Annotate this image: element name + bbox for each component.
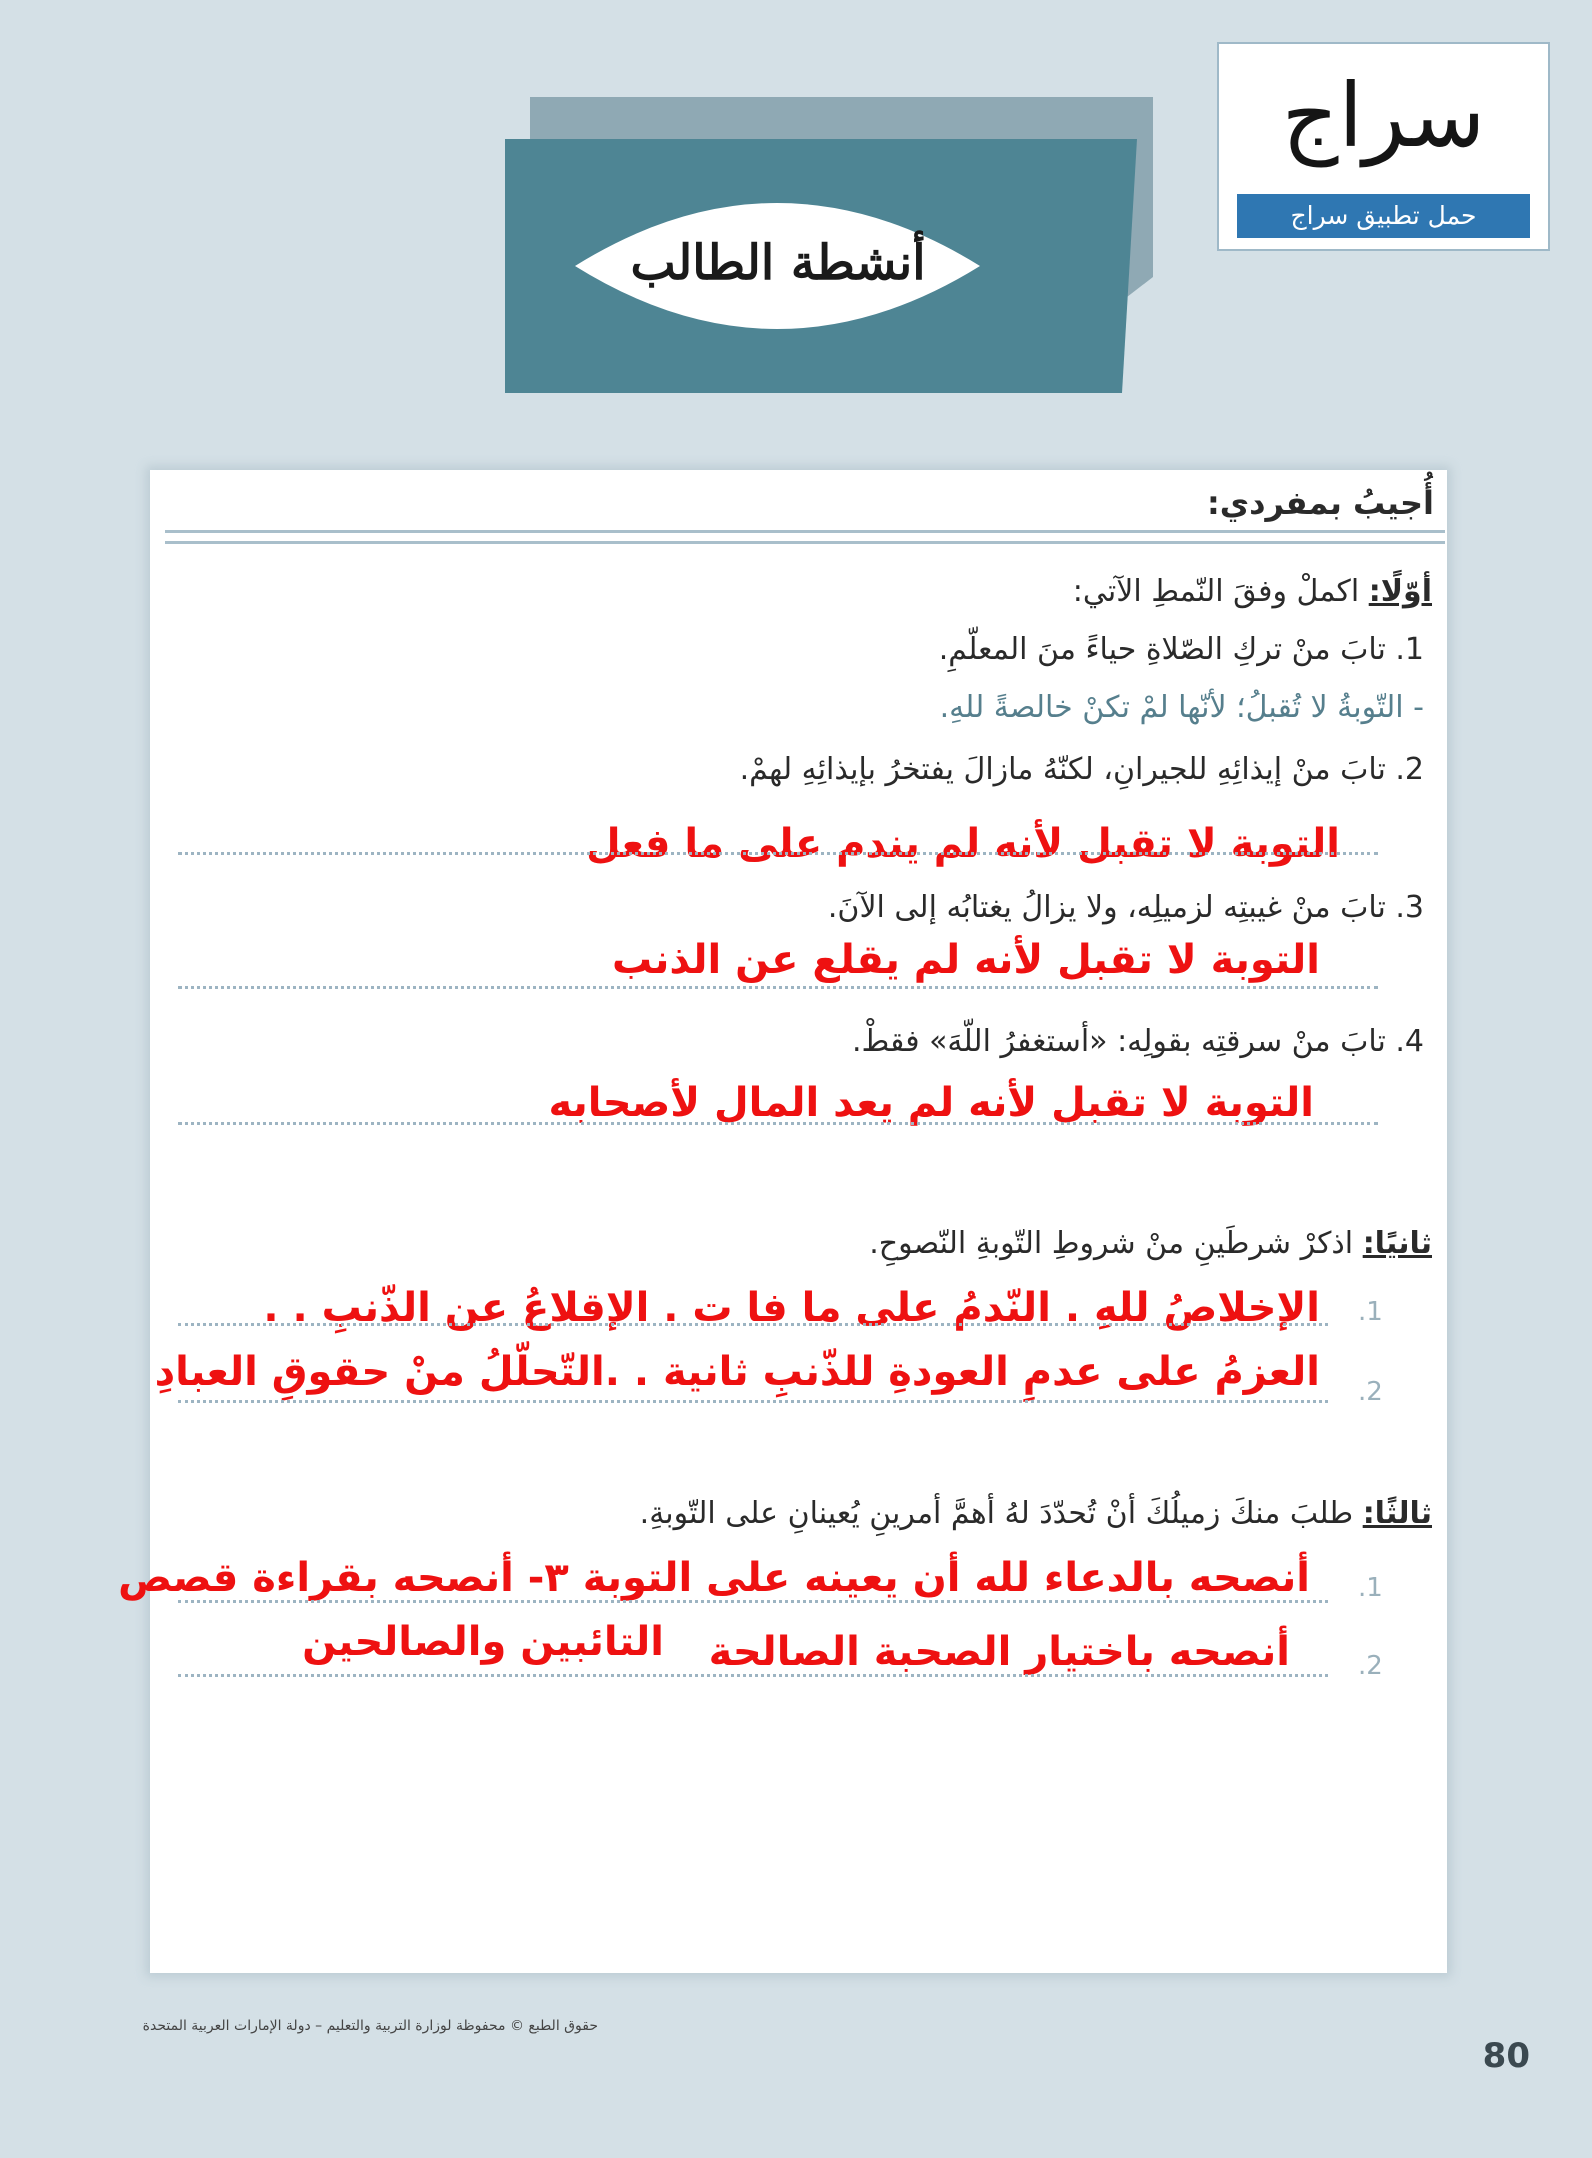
section3-answer-1-continued: التائبين والصالحين — [302, 1619, 664, 1665]
section2-answer-2: العزمُ على عدمِ العودةِ للذّنبِ ثانية . .التّحلّلُ منْ حقوقِ العبادِ — [154, 1349, 1320, 1395]
section2-label: ثانيًا: — [1362, 1226, 1432, 1261]
section1-item-3: 3. تابَ منْ غيبتِه لزميلِه، ولا يزالُ يغتابُه إلى الآنَ. — [827, 890, 1424, 925]
section2-title — [869, 1222, 1432, 1266]
logo-tagline: حمل تطبيق سراج — [1237, 194, 1530, 238]
section2-number-2: .2 — [1358, 1377, 1383, 1407]
section3-number-1: .1 — [1358, 1573, 1383, 1603]
siraj-logo — [1217, 42, 1550, 251]
answer-line — [178, 1323, 1328, 1326]
section3-prompt: طلبَ منكَ زميلُكَ أنْ تُحدّدَ لهُ أهمَّ أمرينِ يُعينانِ على التّوبةِ. — [639, 1496, 1354, 1531]
heading-rule — [165, 541, 1445, 544]
logo-word: سراج — [1281, 64, 1486, 167]
section3-answer-2: أنصحه باختيار الصحبة الصالحة — [708, 1629, 1290, 1675]
section3-title — [640, 1492, 1432, 1536]
page-number: 80 — [1482, 2036, 1530, 2076]
section3-answer-1: أنصحه بالدعاء لله أن يعينه على التوبة ٣- أنصحه بقراءة قصص — [118, 1555, 1310, 1601]
answer-line — [178, 986, 1378, 989]
answer-item-3: التوبة لا تقبل لأنه لم يقلع عن الذنب — [612, 937, 1320, 983]
answer-line — [178, 852, 1378, 855]
section1-example-answer: - التّوبةُ لا تُقبلُ؛ لأنّها لمْ تكنْ خالصةً للهِ. — [939, 690, 1424, 725]
section3-number-2: .2 — [1358, 1651, 1383, 1681]
section1-prompt: اكملْ وفقَ النّمطِ الآتي: — [1072, 574, 1360, 609]
section2-prompt: اذكرْ شرطَينِ منْ شروطِ التّوبةِ النّصوحِ. — [869, 1226, 1354, 1261]
section1-item-4: 4. تابَ منْ سرقتِه بقولِه: «أستغفرُ اللّهَ» فقطْ. — [852, 1024, 1424, 1059]
section2-number-1: .1 — [1358, 1297, 1383, 1327]
section1-label: أوّلًا: — [1368, 574, 1432, 609]
section2-answer-1: الإخلاصُ للهِ . النّدمُ على ما فا ت . الإقلاعُ عن الذّنبِ . . — [263, 1285, 1320, 1331]
section3-label: ثالثًا: — [1362, 1496, 1432, 1531]
answer-line — [178, 1600, 1328, 1603]
answer-line — [178, 1674, 1328, 1677]
answer-item-4: التوبة لا تقبل لأنه لم يعد المال لأصحابه — [548, 1080, 1314, 1126]
section1-item-2: 2. تابَ منْ إيذائِهِ للجيرانِ، لكنّهُ مازالَ يفتخرُ بإيذائِهِ لهمْ. — [739, 752, 1424, 787]
answer-item-2: التوبة لا تقبل لأنه لم يندم على ما فعل — [585, 821, 1340, 867]
banner-title: أنشطة الطالب — [630, 235, 926, 291]
page-heading: أُجيبُ بمفردي: — [1206, 484, 1434, 522]
section1-item-1: 1. تابَ منْ تركِ الصّلاةِ حياءً منَ المعلّمِ. — [938, 632, 1424, 667]
heading-rule — [165, 530, 1445, 533]
answer-line — [178, 1122, 1378, 1125]
answer-line — [178, 1400, 1328, 1403]
copyright-footer: حقوق الطبع © محفوظة لوزارة التربية والتعليم – دولة الإمارات العربية المتحدة — [142, 2018, 598, 2034]
section1-title — [1073, 570, 1432, 614]
